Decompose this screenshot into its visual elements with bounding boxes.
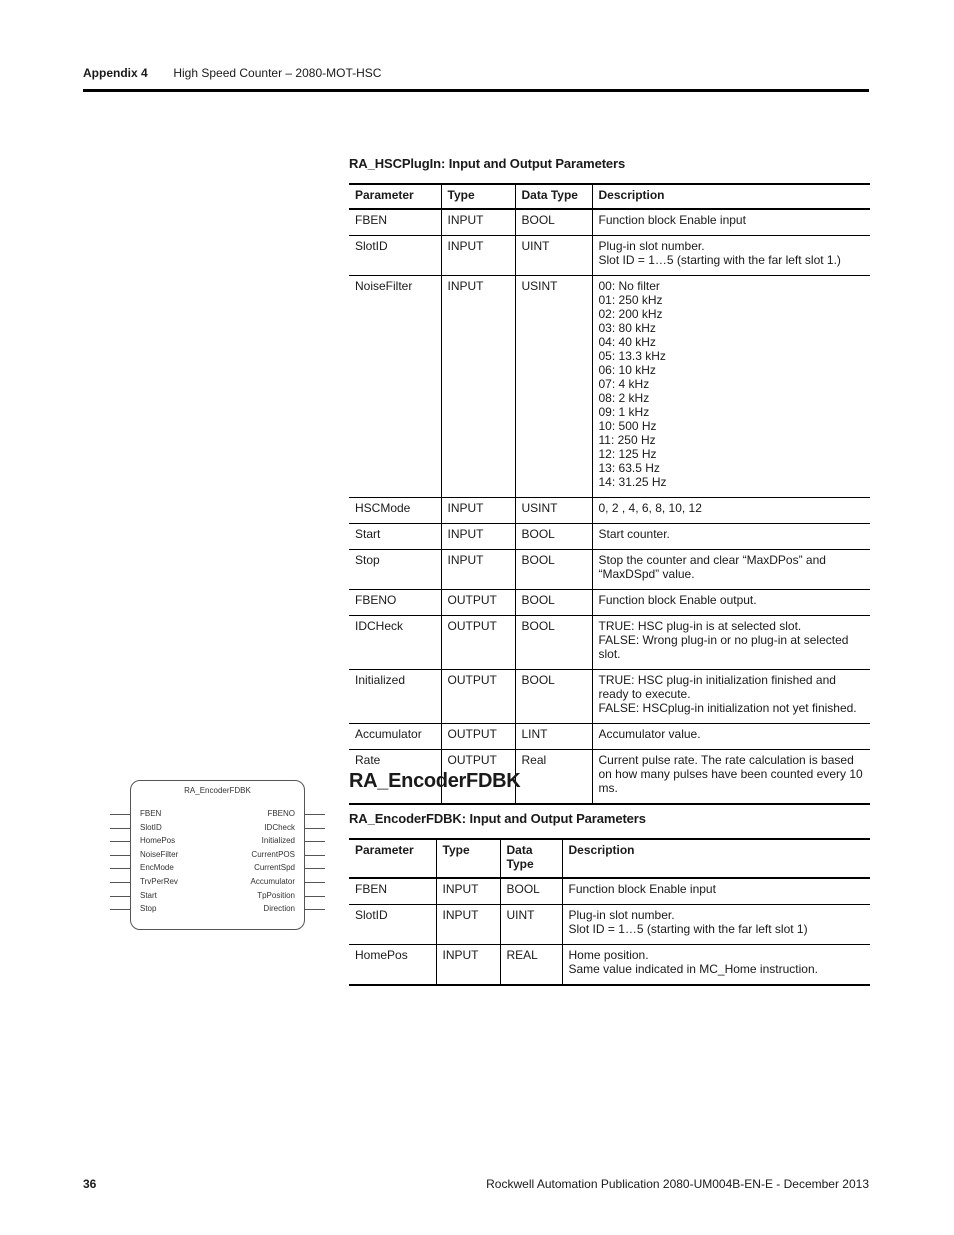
description-cell: [562, 878, 870, 905]
description-cell: [592, 524, 870, 550]
description-cell: [592, 724, 870, 750]
table-header-row: [349, 839, 870, 878]
parameter-cell: SlotID: [355, 239, 388, 253]
page-number: 36: [83, 1177, 97, 1191]
table1-caption: RA_HSCPlugIn: Input and Output Parameters: [349, 156, 626, 171]
parameter-cell: SlotID: [355, 908, 388, 922]
encoderfdbk-function-block: [130, 780, 305, 930]
column-header: Data Type: [515, 184, 592, 209]
description-line: Function block Enable input: [598, 213, 746, 227]
type-cell: INPUT: [441, 550, 515, 590]
parameter-cell: FBENO: [355, 593, 397, 607]
description-line: Same value indicated in MC_Home instruction.: [568, 962, 818, 976]
description-line: 05: 13.3 kHz: [598, 349, 666, 363]
description-line: 02: 200 kHz: [598, 307, 663, 321]
description-line: 07: 4 kHz: [598, 377, 650, 391]
description-line: 0, 2 , 4, 6, 8, 10, 12: [598, 501, 702, 515]
output-pin-label: Direction: [263, 904, 295, 914]
data-type-cell: BOOL: [515, 209, 592, 236]
description-line: 11: 250 Hz: [598, 433, 656, 447]
input-pin-wire: [110, 909, 130, 910]
description-cell: [592, 750, 870, 805]
description-cell: [592, 670, 870, 724]
data-type-cell: BOOL: [515, 550, 592, 590]
type-cell: INPUT: [436, 945, 500, 986]
description-line: Home position.: [568, 948, 649, 962]
description-line: 09: 1 kHz: [598, 405, 650, 419]
description-cell: [562, 905, 870, 945]
description-line: Current pulse rate. The rate calculation is based on how many pulses have been counted every 10 ms.: [598, 753, 863, 795]
parameter-cell: NoiseFilter: [355, 279, 413, 293]
header-divider: [83, 89, 869, 92]
type-cell: INPUT: [436, 878, 500, 905]
data-type-cell: REAL: [500, 945, 562, 986]
input-pin-wire: [110, 896, 130, 897]
description-line: 14: 31.25 Hz: [598, 475, 667, 489]
input-pin-wire: [110, 882, 130, 883]
output-pin-wire: [305, 868, 325, 869]
table-row: [349, 590, 870, 616]
page-header: [83, 66, 869, 80]
description-line: Stop the counter and clear “MaxDPos” and “MaxDSpd” value.: [598, 553, 826, 581]
table2-caption: RA_EncoderFDBK: Input and Output Parameters: [349, 811, 646, 826]
description-line: Accumulator value.: [598, 727, 701, 741]
table-row: [349, 236, 870, 276]
column-header: Parameter: [355, 188, 414, 202]
appendix-label: Appendix 4: [83, 66, 148, 80]
description-line: TRUE: HSC plug-in initialization finished and ready to execute.: [598, 673, 836, 701]
input-pin-label: TrvPerRev: [140, 877, 178, 886]
input-pin-wire: [110, 828, 130, 829]
parameter-cell: HomePos: [355, 948, 408, 962]
table-row: [349, 670, 870, 724]
description-line: 01: 250 kHz: [598, 293, 663, 307]
description-cell: [592, 236, 870, 276]
description-line: 06: 10 kHz: [598, 363, 656, 377]
hscplugin-parameters-table: [349, 183, 870, 805]
input-pin-label: SlotID: [140, 822, 162, 832]
output-pin-label: CurrentPOS: [251, 849, 295, 859]
description-line: 10: 500 Hz: [598, 419, 657, 433]
parameter-cell: Stop: [355, 553, 380, 567]
parameter-cell: Accumulator: [355, 727, 422, 741]
output-pin-wire: [305, 882, 325, 883]
data-type-cell: BOOL: [515, 616, 592, 670]
type-cell: INPUT: [441, 236, 515, 276]
input-pin-label: FBEN: [140, 809, 162, 818]
output-pin-wire: [305, 828, 325, 829]
type-cell: INPUT: [441, 498, 515, 524]
parameter-cell: Initialized: [355, 673, 406, 687]
output-pin-label: CurrentSpd: [254, 863, 295, 873]
column-header: Description: [592, 184, 870, 209]
description-cell: [592, 590, 870, 616]
column-header: Parameter: [355, 843, 414, 857]
description-line: 03: 80 kHz: [598, 321, 656, 335]
description-line: 13: 63.5 Hz: [598, 461, 660, 475]
input-pin-label: Stop: [140, 904, 157, 914]
data-type-cell: BOOL: [515, 524, 592, 550]
output-pin-wire: [305, 896, 325, 897]
table-row: [349, 498, 870, 524]
input-pin-wire: [110, 841, 130, 842]
column-header: Data Type: [500, 839, 562, 878]
description-line: Function block Enable input: [568, 882, 716, 896]
data-type-cell: UINT: [515, 236, 592, 276]
description-line: TRUE: HSC plug-in is at selected slot.: [598, 619, 802, 633]
section-title: RA_EncoderFDBK: [349, 770, 521, 792]
data-type-cell: LINT: [515, 724, 592, 750]
column-header: Type: [441, 184, 515, 209]
column-header: Description: [562, 839, 870, 878]
parameter-cell: IDCHeck: [355, 619, 404, 633]
description-line: Start counter.: [598, 527, 670, 541]
output-pin-wire: [305, 855, 325, 856]
data-type-cell: UINT: [500, 905, 562, 945]
description-line: Slot ID = 1…5 (starting with the far left slot 1.): [598, 253, 841, 267]
description-cell: [592, 209, 870, 236]
output-pin-label: TpPosition: [257, 890, 295, 900]
type-cell: OUTPUT: [441, 750, 515, 805]
table-row: [349, 724, 870, 750]
function-block-title: RA_EncoderFDBK: [184, 786, 251, 795]
table-row: [349, 550, 870, 590]
type-cell: OUTPUT: [441, 616, 515, 670]
table-row: [349, 524, 870, 550]
data-type-cell: BOOL: [500, 878, 562, 905]
description-line: 04: 40 kHz: [598, 335, 656, 349]
parameter-cell: FBEN: [355, 882, 388, 896]
output-pin-label: Initialized: [261, 836, 295, 846]
output-pin-wire: [305, 814, 325, 815]
parameter-cell: Start: [355, 527, 381, 541]
parameter-cell: HSCMode: [355, 501, 411, 515]
data-type-cell: BOOL: [515, 670, 592, 724]
type-cell: OUTPUT: [441, 670, 515, 724]
publication-info: Rockwell Automation Publication 2080-UM004B-EN-E - December 2013: [486, 1177, 869, 1191]
encoderfdbk-parameters-table: [349, 838, 870, 986]
description-cell: [592, 616, 870, 670]
type-cell: INPUT: [441, 524, 515, 550]
input-pin-label: NoiseFilter: [140, 849, 179, 859]
input-pin-wire: [110, 855, 130, 856]
description-line: FALSE: HSCplug-in initialization not yet finished.: [598, 701, 857, 715]
type-cell: INPUT: [441, 276, 515, 498]
output-pin-label: IDCheck: [264, 822, 295, 832]
type-cell: OUTPUT: [441, 724, 515, 750]
description-cell: [592, 498, 870, 524]
table-header-row: [349, 184, 870, 209]
output-pin-label: Accumulator: [250, 877, 295, 886]
output-pin-wire: [305, 909, 325, 910]
parameter-cell: FBEN: [355, 213, 388, 227]
input-pin-label: Start: [140, 890, 157, 900]
input-pin-wire: [110, 868, 130, 869]
type-cell: OUTPUT: [441, 590, 515, 616]
description-line: 00: No filter: [598, 279, 660, 293]
input-pin-label: HomePos: [140, 836, 176, 846]
description-line: Plug-in slot number.: [568, 908, 675, 922]
output-pin-label: FBENO: [267, 809, 295, 818]
data-type-cell: USINT: [515, 498, 592, 524]
type-cell: INPUT: [436, 905, 500, 945]
description-line: Slot ID = 1…5 (starting with the far left slot 1): [568, 922, 808, 936]
description-line: FALSE: Wrong plug-in or no plug-in at selected slot.: [598, 633, 849, 661]
type-cell: INPUT: [441, 209, 515, 236]
input-pin-wire: [110, 814, 130, 815]
header-title: High Speed Counter – 2080-MOT-HSC: [173, 66, 382, 80]
table-row: [349, 945, 870, 986]
description-line: 12: 125 Hz: [598, 447, 657, 461]
description-cell: [562, 945, 870, 986]
table-row: [349, 209, 870, 236]
description-cell: [592, 276, 870, 498]
data-type-cell: Real: [515, 750, 592, 805]
table-row: [349, 905, 870, 945]
description-line: Function block Enable output.: [598, 593, 757, 607]
output-pin-wire: [305, 841, 325, 842]
description-line: 08: 2 kHz: [598, 391, 650, 405]
description-cell: [592, 550, 870, 590]
column-header: Type: [436, 839, 500, 878]
input-pin-label: EncMode: [140, 863, 174, 873]
table-row: [349, 878, 870, 905]
data-type-cell: USINT: [515, 276, 592, 498]
parameter-cell: Rate: [355, 753, 381, 767]
data-type-cell: BOOL: [515, 590, 592, 616]
table-row: [349, 616, 870, 670]
description-line: Plug-in slot number.: [598, 239, 705, 253]
table-row: [349, 276, 870, 498]
